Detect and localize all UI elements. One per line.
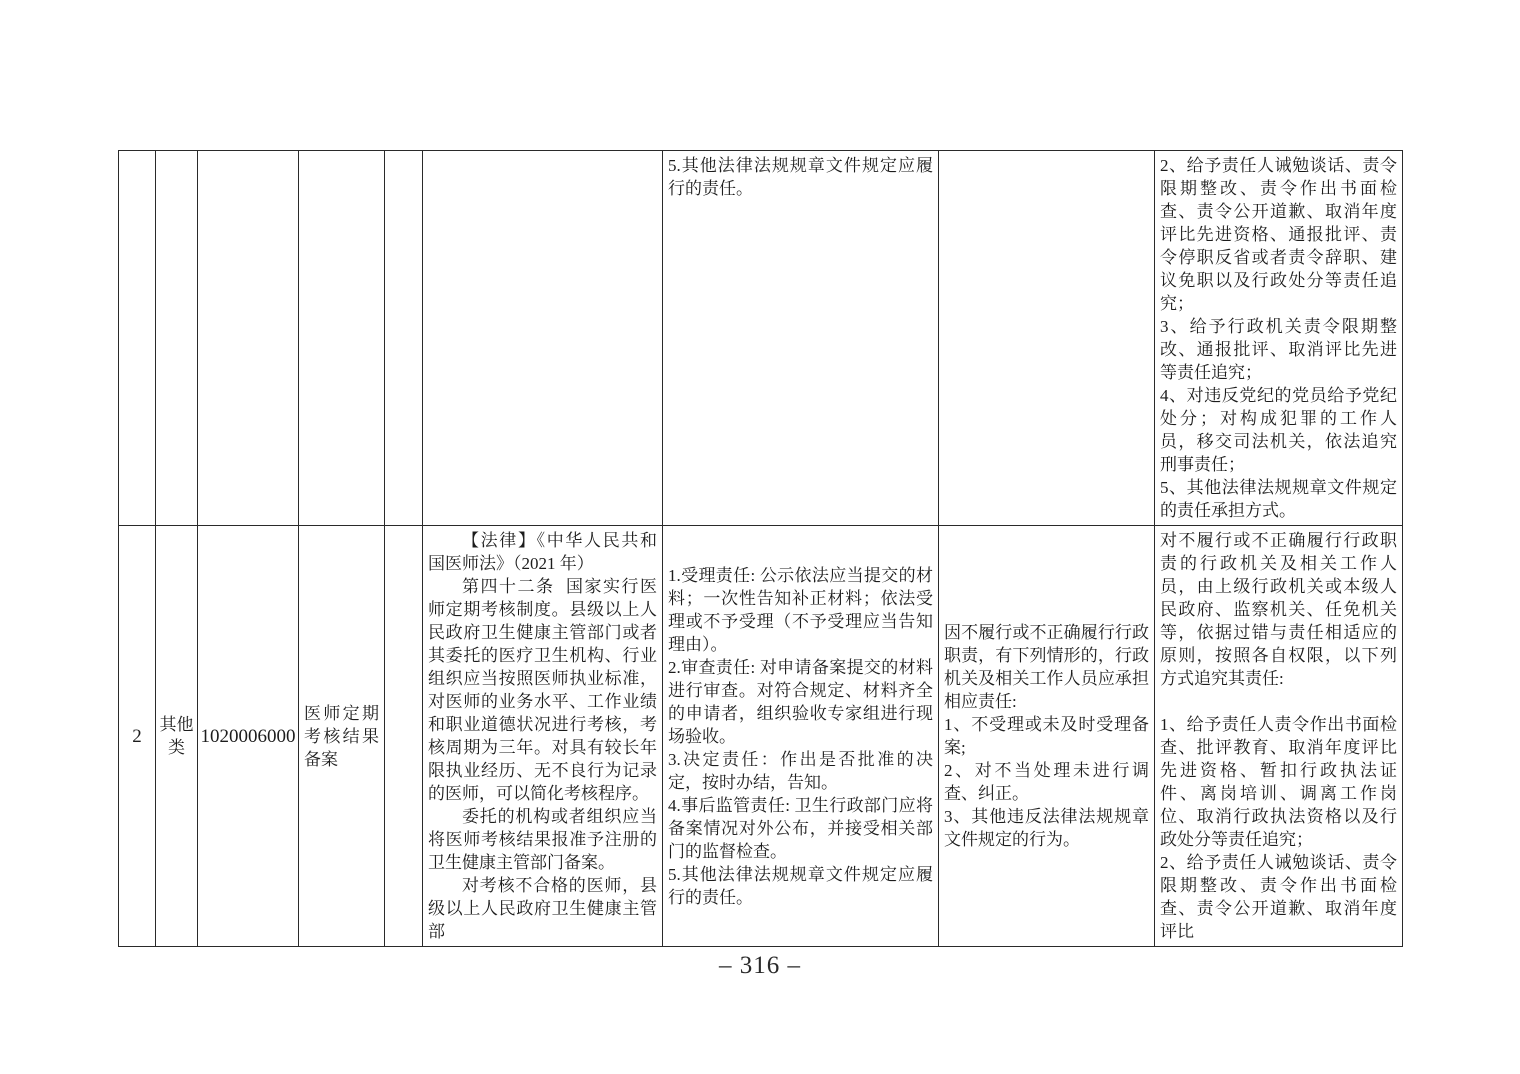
blank-line [1160, 690, 1397, 713]
cell-duties-continuation [663, 151, 939, 526]
method-paragraph: 2、给予责任人诫勉谈话、责令限期整改、责令作出书面检查、责令公开道歉、取消年度评比 [1160, 853, 1397, 941]
duty-paragraph: 1.受理责任: 公示依法应当提交的材料；一次性告知补正材料；依法受理或不予受理（不予受理应当告知理由）。 [668, 565, 933, 654]
situation-paragraph: 因不履行或不正确履行行政职责，有下列情形的，行政机关及相关工作人员应承担相应责任: [944, 623, 1149, 711]
table-row-previous-continuation [119, 151, 1403, 526]
method-paragraph: 2、给予责任人诫勉谈话、责令限期整改、责令作出书面检查、责令公开道歉、取消年度评比先进资格、通报批评、责令停职反省或者责令辞职、建议免职以及行政处分等责任追究； [1160, 156, 1397, 313]
cell-seq-empty [119, 151, 156, 526]
cell-methods-continuation [1155, 151, 1403, 526]
situation-paragraph: 3、其他违反法律法规规章文件规定的行为。 [944, 807, 1149, 849]
cell-category-empty [156, 151, 198, 526]
cell-item-name: 医师定期考核结果备案 [299, 526, 385, 947]
duty-paragraph: 5.其他法律法规规章文件规定应履行的责任。 [668, 864, 933, 907]
cell-category: 其他类 [156, 526, 198, 947]
method-paragraph: 对不履行或不正确履行行政职责的行政机关及相关工作人员，由上级行政机关或本级人民政府、监察机关、任免机关等，依据过错与责任相适应的原则，按照各自权限，以下列方式追究其责任: [1160, 531, 1397, 688]
cell-duties [663, 526, 939, 947]
legal-basis-paragraph: 对考核不合格的医师，县级以上人民政府卫生健康主管部 [428, 876, 657, 941]
method-paragraph: 3、给予行政机关责令限期整改、通报批评、取消评比先进等责任追究； [1160, 317, 1397, 382]
responsibility-list-table [118, 150, 1403, 947]
cell-subitem-empty [385, 526, 423, 947]
table-row-item-2 [119, 526, 1403, 947]
cell-name-empty [299, 151, 385, 526]
cell-accountability-situations [939, 526, 1155, 947]
cell-accountability-methods [1155, 526, 1403, 947]
cell-item-code: 1020006000 [198, 526, 299, 947]
cell-code-empty [198, 151, 299, 526]
cell-subitem-empty [385, 151, 423, 526]
cell-legal-basis [423, 526, 663, 947]
cell-sequence-number: 2 [119, 526, 156, 947]
method-paragraph: 1、给予责任人责令作出书面检查、批评教育、取消年度评比先进资格、暂扣行政执法证件、离岗培训、调离工作岗位、取消行政执法资格以及行政处分等责任追究； [1160, 715, 1397, 849]
situation-paragraph: 1、不受理或未及时受理备案; [944, 715, 1149, 757]
duty-paragraph: 2.审查责任: 对申请备案提交的材料进行审查。对符合规定、材料齐全的申请者，组织验收专家组进行现场验收。 [668, 657, 933, 746]
legal-basis-paragraph: 第四十二条 国家实行医师定期考核制度。县级以上人民政府卫生健康主管部门或者其委托的医疗卫生机构、行业组织应当按照医师执业标准，对医师的业务水平、工作业绩和职业道德状况进行考核，考核周期为三年。对具有较长年限执业经历、无不良行为记录的医师，可以简化考核程序。 [428, 577, 657, 803]
legal-basis-paragraph: 委托的机构或者组织应当将医师考核结果报准予注册的卫生健康主管部门备案。 [428, 807, 657, 872]
method-paragraph: 5、其他法律法规规章文件规定的责任承担方式。 [1160, 478, 1397, 520]
cell-situations-empty [939, 151, 1155, 526]
duty-paragraph: 3.决定责任：作出是否批准的决定，按时办结，告知。 [668, 749, 933, 792]
duty-paragraph: 5.其他法律法规规章文件规定应履行的责任。 [668, 156, 933, 198]
page-number: – 316 – [719, 952, 801, 979]
method-paragraph: 4、对违反党纪的党员给予党纪处分；对构成犯罪的工作人员，移交司法机关，依法追究刑事责任； [1160, 386, 1397, 474]
duty-paragraph: 4.事后监管责任: 卫生行政部门应将备案情况对外公布，并接受相关部门的监督检查。 [668, 795, 933, 861]
legal-basis-paragraph: 【法律】《中华人民共和国医师法》（2021 年） [428, 531, 657, 573]
situation-paragraph: 2、对不当处理未进行调查、纠正。 [944, 761, 1149, 803]
cell-legal-basis-empty [423, 151, 663, 526]
